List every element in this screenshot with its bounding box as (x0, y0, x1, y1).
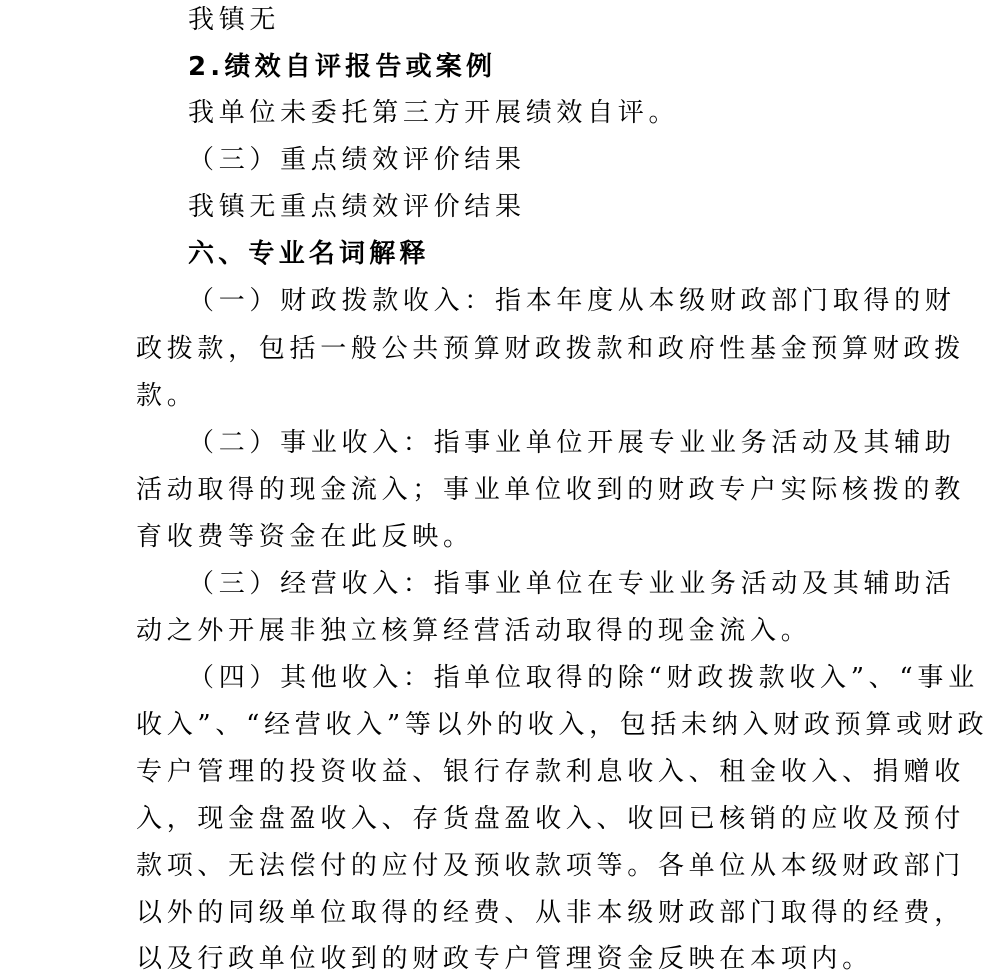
text-line-other-5: 款项、无法偿付的应付及预收款项等。各单位从本级财政部门 (136, 851, 965, 881)
text-line-other-3: 专户管理的投资收益、银行存款利息收入、租金收入、捐赠收 (136, 757, 965, 787)
text-line-business-1: （二）事业收入：指事业单位开展专业业务活动及其辅助 (188, 428, 956, 458)
text-line-fiscal-1: （一）财政拨款收入：指本年度从本级财政部门取得的财 (188, 286, 956, 316)
heading-key-evaluation: （三）重点绩效评价结果 (188, 145, 526, 175)
text-line-operating-1: （三）经营收入：指事业单位在专业业务活动及其辅助活 (188, 569, 956, 599)
text-line-fiscal-3: 款。 (136, 381, 198, 411)
text-line-other-4: 入，现金盘盈收入、存货盘盈收入、收回已核销的应收及预付 (136, 804, 965, 834)
text-line-fiscal-2: 政拨款，包括一般公共预算财政拨款和政府性基金预算财政拨 (136, 334, 965, 364)
heading-terminology: 六、专业名词解释 (188, 239, 430, 269)
text-line-wo-zhen-wu: 我镇无 (188, 5, 281, 35)
text-line-other-7: 以及行政单位收到的财政专户管理资金反映在本项内。 (136, 944, 873, 974)
text-line-other-1: （四）其他收入：指单位取得的除“财政拨款收入”、“事业 (188, 663, 979, 693)
text-line-business-3: 育收费等资金在此反映。 (136, 522, 474, 552)
heading-performance-report: 2.绩效自评报告或案例 (188, 52, 497, 82)
text-line-other-6: 以外的同级单位取得的经费、从非本级财政部门取得的经费， (136, 898, 965, 928)
text-line-no-third-party: 我单位未委托第三方开展绩效自评。 (188, 98, 680, 128)
text-line-no-key-results: 我镇无重点绩效评价结果 (188, 192, 526, 222)
text-line-business-2: 活动取得的现金流入；事业单位收到的财政专户实际核拨的教 (136, 475, 965, 505)
text-line-other-2: 收入”、“经营收入”等以外的收入，包括未纳入财政预算或财政 (136, 710, 989, 740)
text-line-operating-2: 动之外开展非独立核算经营活动取得的现金流入。 (136, 616, 812, 646)
